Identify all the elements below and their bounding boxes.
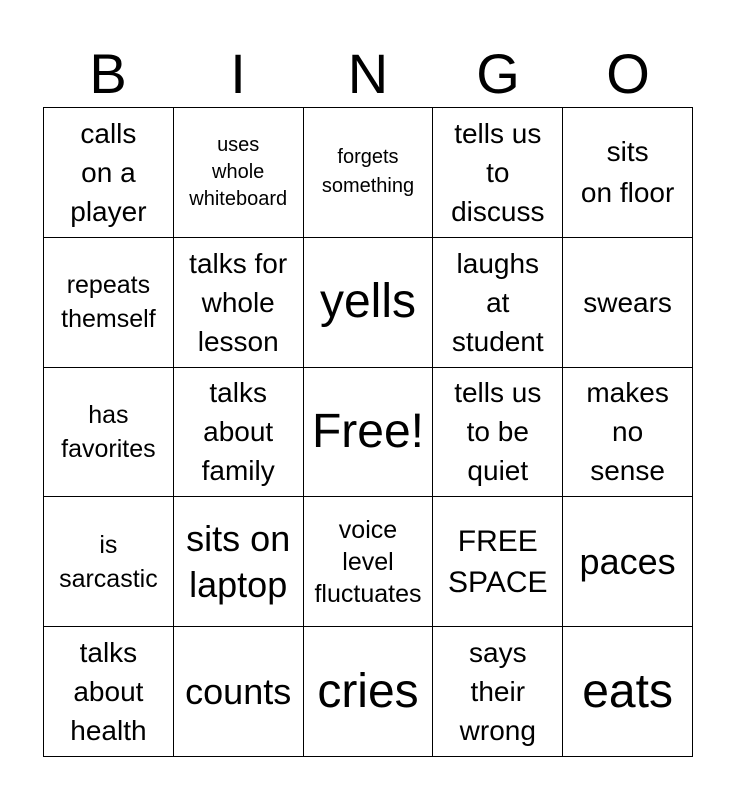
- bingo-cell-r3-c0[interactable]: [44, 497, 174, 627]
- cell-text: talks about health: [70, 637, 147, 747]
- bingo-cell-r3-c3[interactable]: [433, 497, 563, 627]
- cell-text: has favorites: [61, 400, 156, 463]
- header-letter-b: B: [89, 42, 127, 105]
- cell-text: paces: [579, 540, 676, 582]
- cell-text: tells us to discuss: [451, 117, 545, 227]
- header-letter-i: I: [230, 42, 246, 105]
- bingo-header: [43, 40, 693, 108]
- cell-text: calls on a player: [70, 117, 147, 227]
- bingo-cell-r4-c3[interactable]: [433, 627, 563, 757]
- cell-text: uses whole whiteboard: [189, 133, 288, 210]
- bingo-cell-r0-c4[interactable]: [563, 108, 693, 238]
- cell-text: makes no sense: [586, 377, 669, 487]
- bingo-cell-r1-c3[interactable]: [433, 238, 563, 368]
- bingo-cell-r4-c1[interactable]: [174, 627, 304, 757]
- cell-text: voice level fluctuates: [314, 515, 422, 608]
- cell-text: says their wrong: [459, 637, 536, 747]
- bingo-cell-r3-c2[interactable]: [304, 497, 434, 627]
- bingo-cell-r4-c4[interactable]: [563, 627, 693, 757]
- bingo-cell-r0-c2[interactable]: [304, 108, 434, 238]
- cell-text: cries: [317, 664, 419, 718]
- bingo-cell-r0-c1[interactable]: [174, 108, 304, 238]
- bingo-cell-r2-c0[interactable]: [44, 368, 174, 498]
- cell-text: sits on laptop: [186, 517, 291, 605]
- bingo-cell-r1-c1[interactable]: [174, 238, 304, 368]
- bingo-cell-r2-c4[interactable]: [563, 368, 693, 498]
- cell-text: swears: [583, 286, 672, 318]
- bingo-cell-r1-c2[interactable]: [304, 238, 434, 368]
- cell-text: forgets something: [321, 146, 415, 198]
- bingo-cell-r4-c2[interactable]: [304, 627, 434, 757]
- cell-text: talks for whole lesson: [189, 247, 288, 357]
- cell-text: laughs at student: [451, 247, 544, 357]
- bingo-cell-r2-c2[interactable]: [304, 368, 434, 498]
- bingo-cell-r1-c4[interactable]: [563, 238, 693, 368]
- bingo-cell-r4-c0[interactable]: [44, 627, 174, 757]
- cell-text: counts: [185, 670, 292, 712]
- cell-text: sits on floor: [580, 136, 675, 209]
- bingo-cell-r1-c0[interactable]: [44, 238, 174, 368]
- cell-text: talks about family: [201, 377, 275, 487]
- bingo-cell-r3-c1[interactable]: [174, 497, 304, 627]
- header-letter-g: G: [476, 42, 520, 105]
- header-letter-o: O: [606, 42, 650, 105]
- cell-text: is sarcastic: [59, 530, 158, 593]
- bingo-cell-r0-c0[interactable]: [44, 108, 174, 238]
- cell-text: FREE SPACE: [448, 524, 548, 599]
- free-space-label: Free!: [311, 404, 424, 458]
- bingo-cell-r3-c4[interactable]: [563, 497, 693, 627]
- cell-text: eats: [582, 664, 673, 718]
- bingo-board: [43, 107, 693, 757]
- cell-text: yells: [319, 275, 416, 329]
- bingo-cell-r2-c1[interactable]: [174, 368, 304, 498]
- header-letter-n: N: [347, 42, 389, 105]
- bingo-cell-r0-c3[interactable]: [433, 108, 563, 238]
- cell-text: repeats themself: [61, 271, 156, 334]
- bingo-cell-r2-c3[interactable]: [433, 368, 563, 498]
- cell-text: tells us to be quiet: [454, 377, 542, 487]
